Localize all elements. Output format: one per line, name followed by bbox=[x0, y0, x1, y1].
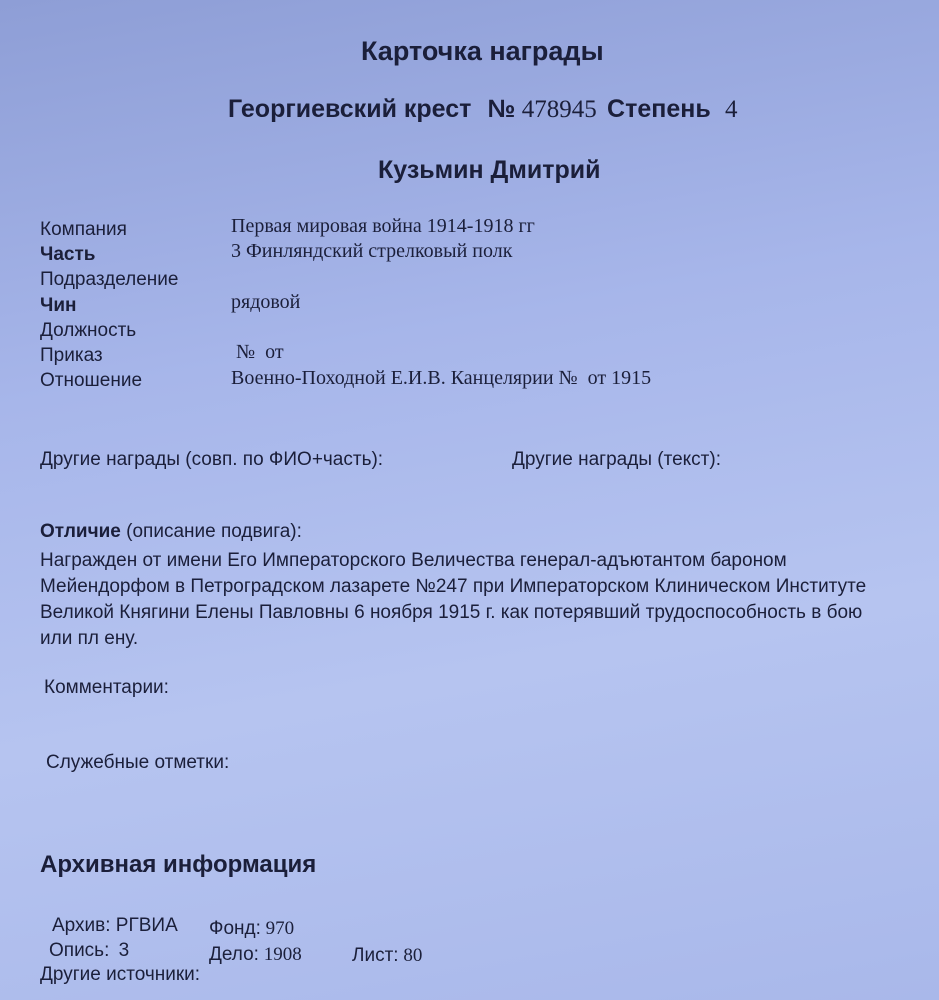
unit-label: Часть bbox=[40, 244, 96, 265]
distinction-line: Награжден от имени Его Императорского Величества генерал-адъютантом бароном bbox=[40, 550, 787, 571]
comments-label: Комментарии: bbox=[44, 677, 169, 698]
order-value: № от bbox=[236, 341, 284, 363]
award-name: Георгиевский крест bbox=[228, 95, 472, 123]
company-label: Компания bbox=[40, 219, 127, 240]
company-value: Первая мировая война 1914-1918 гг bbox=[231, 215, 535, 237]
service-marks-label: Служебные отметки: bbox=[46, 752, 230, 773]
opis-row bbox=[49, 940, 129, 962]
award-number: 478945 bbox=[521, 96, 597, 123]
distinction-line: или пл ену. bbox=[40, 628, 139, 649]
distinction-heading bbox=[40, 521, 302, 543]
list-row bbox=[352, 945, 422, 967]
card-title: Карточка награды bbox=[361, 36, 604, 66]
opis-value: 3 bbox=[118, 940, 130, 961]
archive-row bbox=[52, 915, 178, 937]
rank-label: Чин bbox=[40, 295, 77, 316]
other-awards-by-name-label: Другие награды (совп. по ФИО+часть): bbox=[40, 449, 384, 470]
delo-row bbox=[209, 944, 302, 966]
delo-value: 1908 bbox=[263, 944, 302, 965]
distinction-line: Мейендорфом в Петроградском лазарете №247 при Императорском Клиническом Институте bbox=[40, 576, 867, 597]
distinction-label: Отличие bbox=[40, 521, 121, 542]
list-value: 80 bbox=[403, 945, 423, 966]
rank-value: рядовой bbox=[231, 291, 301, 313]
relation-label: Отношение bbox=[40, 370, 143, 391]
list-label: Лист: bbox=[352, 945, 399, 966]
award-degree: 4 bbox=[724, 96, 738, 123]
position-label: Должность bbox=[40, 320, 137, 341]
distinction-text bbox=[40, 548, 866, 652]
other-awards-text-label: Другие награды (текст): bbox=[512, 449, 721, 470]
distinction-label-rest: (описание подвига): bbox=[120, 521, 302, 542]
relation-value: Военно-Походной Е.И.В. Канцелярии № от 1915 bbox=[231, 367, 652, 389]
person-name: Кузьмин Дмитрий bbox=[378, 156, 601, 184]
subdivision-label: Подразделение bbox=[40, 269, 179, 290]
distinction-line: Великой Княгини Елены Павловны 6 ноября 1915 г. как потерявший трудоспособность в бою bbox=[40, 602, 863, 623]
fond-row bbox=[209, 918, 294, 940]
archive-heading: Архивная информация bbox=[40, 851, 317, 878]
unit-value: 3 Финляндский стрелковый полк bbox=[231, 240, 513, 262]
other-sources-label: Другие источники: bbox=[40, 964, 201, 985]
fond-label: Фонд: bbox=[209, 918, 261, 939]
award-number-label: № bbox=[487, 95, 516, 123]
opis-label: Опись: bbox=[49, 940, 110, 961]
delo-label: Дело: bbox=[209, 944, 259, 965]
award-line bbox=[228, 95, 737, 124]
award-degree-label: Степень bbox=[607, 95, 711, 123]
archive-label: Архив: bbox=[52, 915, 111, 936]
fond-value: 970 bbox=[265, 918, 295, 939]
order-label: Приказ bbox=[40, 345, 103, 366]
archive-value: РГВИА bbox=[115, 915, 178, 936]
